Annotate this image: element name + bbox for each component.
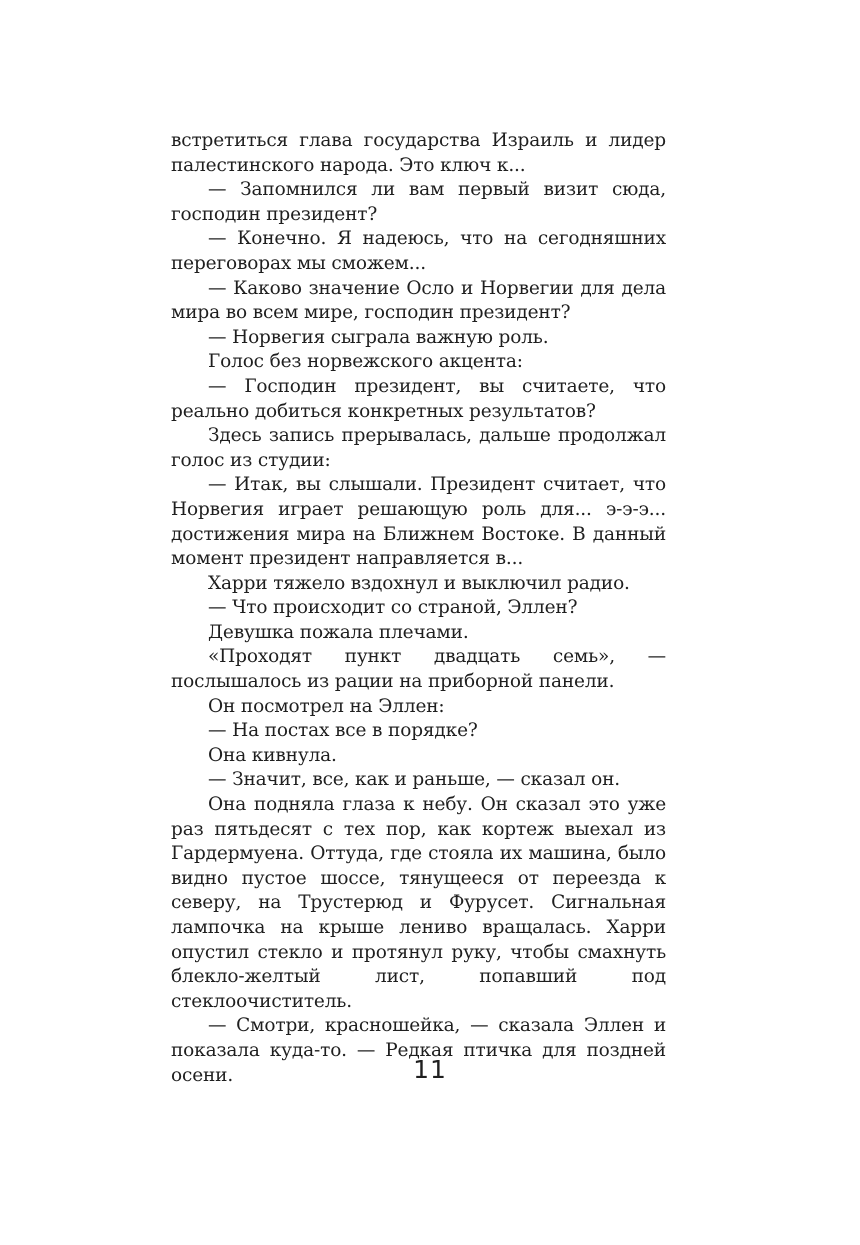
paragraph: — Запомнился ли вам первый визит сюда, господин президент? [171, 179, 666, 225]
paragraph: — Что происходит со страной, Эллен? [208, 597, 578, 619]
paragraph: — На постах все в порядке? [208, 720, 478, 742]
paragraph: Он посмотрел на Эллен: [208, 695, 445, 717]
paragraph: — Господин президент, вы считаете, что реально добиться конкретных результатов? [171, 375, 666, 422]
paragraph: Голос без норвежского акцента: [208, 351, 523, 373]
paragraph: встретиться глава государства Израиль и лидер палестинского народа. Это ключ к... [171, 130, 666, 176]
paragraph: Харри тяжело вздохнул и выключил радио. [208, 572, 630, 594]
paragraph: Девушка пожала плечами. [208, 621, 469, 643]
paragraph: — Значит, все, как и раньше, — сказал он. [208, 769, 621, 791]
paragraph: «Проходят пункт двадцать семь», — послышалось из рации на приборной панели. [171, 646, 666, 693]
paragraph: — Смотри, красношейка, — сказала Эллен и показала куда-то. — Редкая птичка для поздней осени. [171, 1015, 666, 1086]
page-body [171, 129, 666, 1088]
paragraph: Она кивнула. [208, 744, 337, 766]
paragraph: — Конечно. Я надеюсь, что на сегодняшних переговорах мы сможем... [171, 228, 666, 274]
paragraph: — Норвегия сыграла важную роль. [208, 326, 549, 348]
paragraph: Она подняла глаза к небу. Он сказал это уже раз пятьдесят с тех пор, как кортеж выехал из Гардермуена. Оттуда, где стояла их машина, было видно пустое шоссе, тянущееся от переезда к северу, на Трустерюд и Фурусет. Сигнальная лампочка на крыше лениво вращалась. Харри опустил стекло и протянул руку, чтобы смахнуть блекло-желтый лист, попавший под стеклоочиститель. [171, 794, 666, 1012]
paragraph: Здесь запись прерывалась, дальше продолжал голос из студии: [171, 425, 666, 471]
paragraph: — Итак, вы слышали. Президент считает, что Норвегия играет решающую роль для... э-э-э... достижения мира на Ближнем Востоке. В данный момент президент направляется в... [171, 474, 666, 570]
paragraph: — Каково значение Осло и Норвегии для дела мира во всем мире, господин президент? [171, 277, 666, 324]
page-number: 11 [413, 1055, 447, 1084]
